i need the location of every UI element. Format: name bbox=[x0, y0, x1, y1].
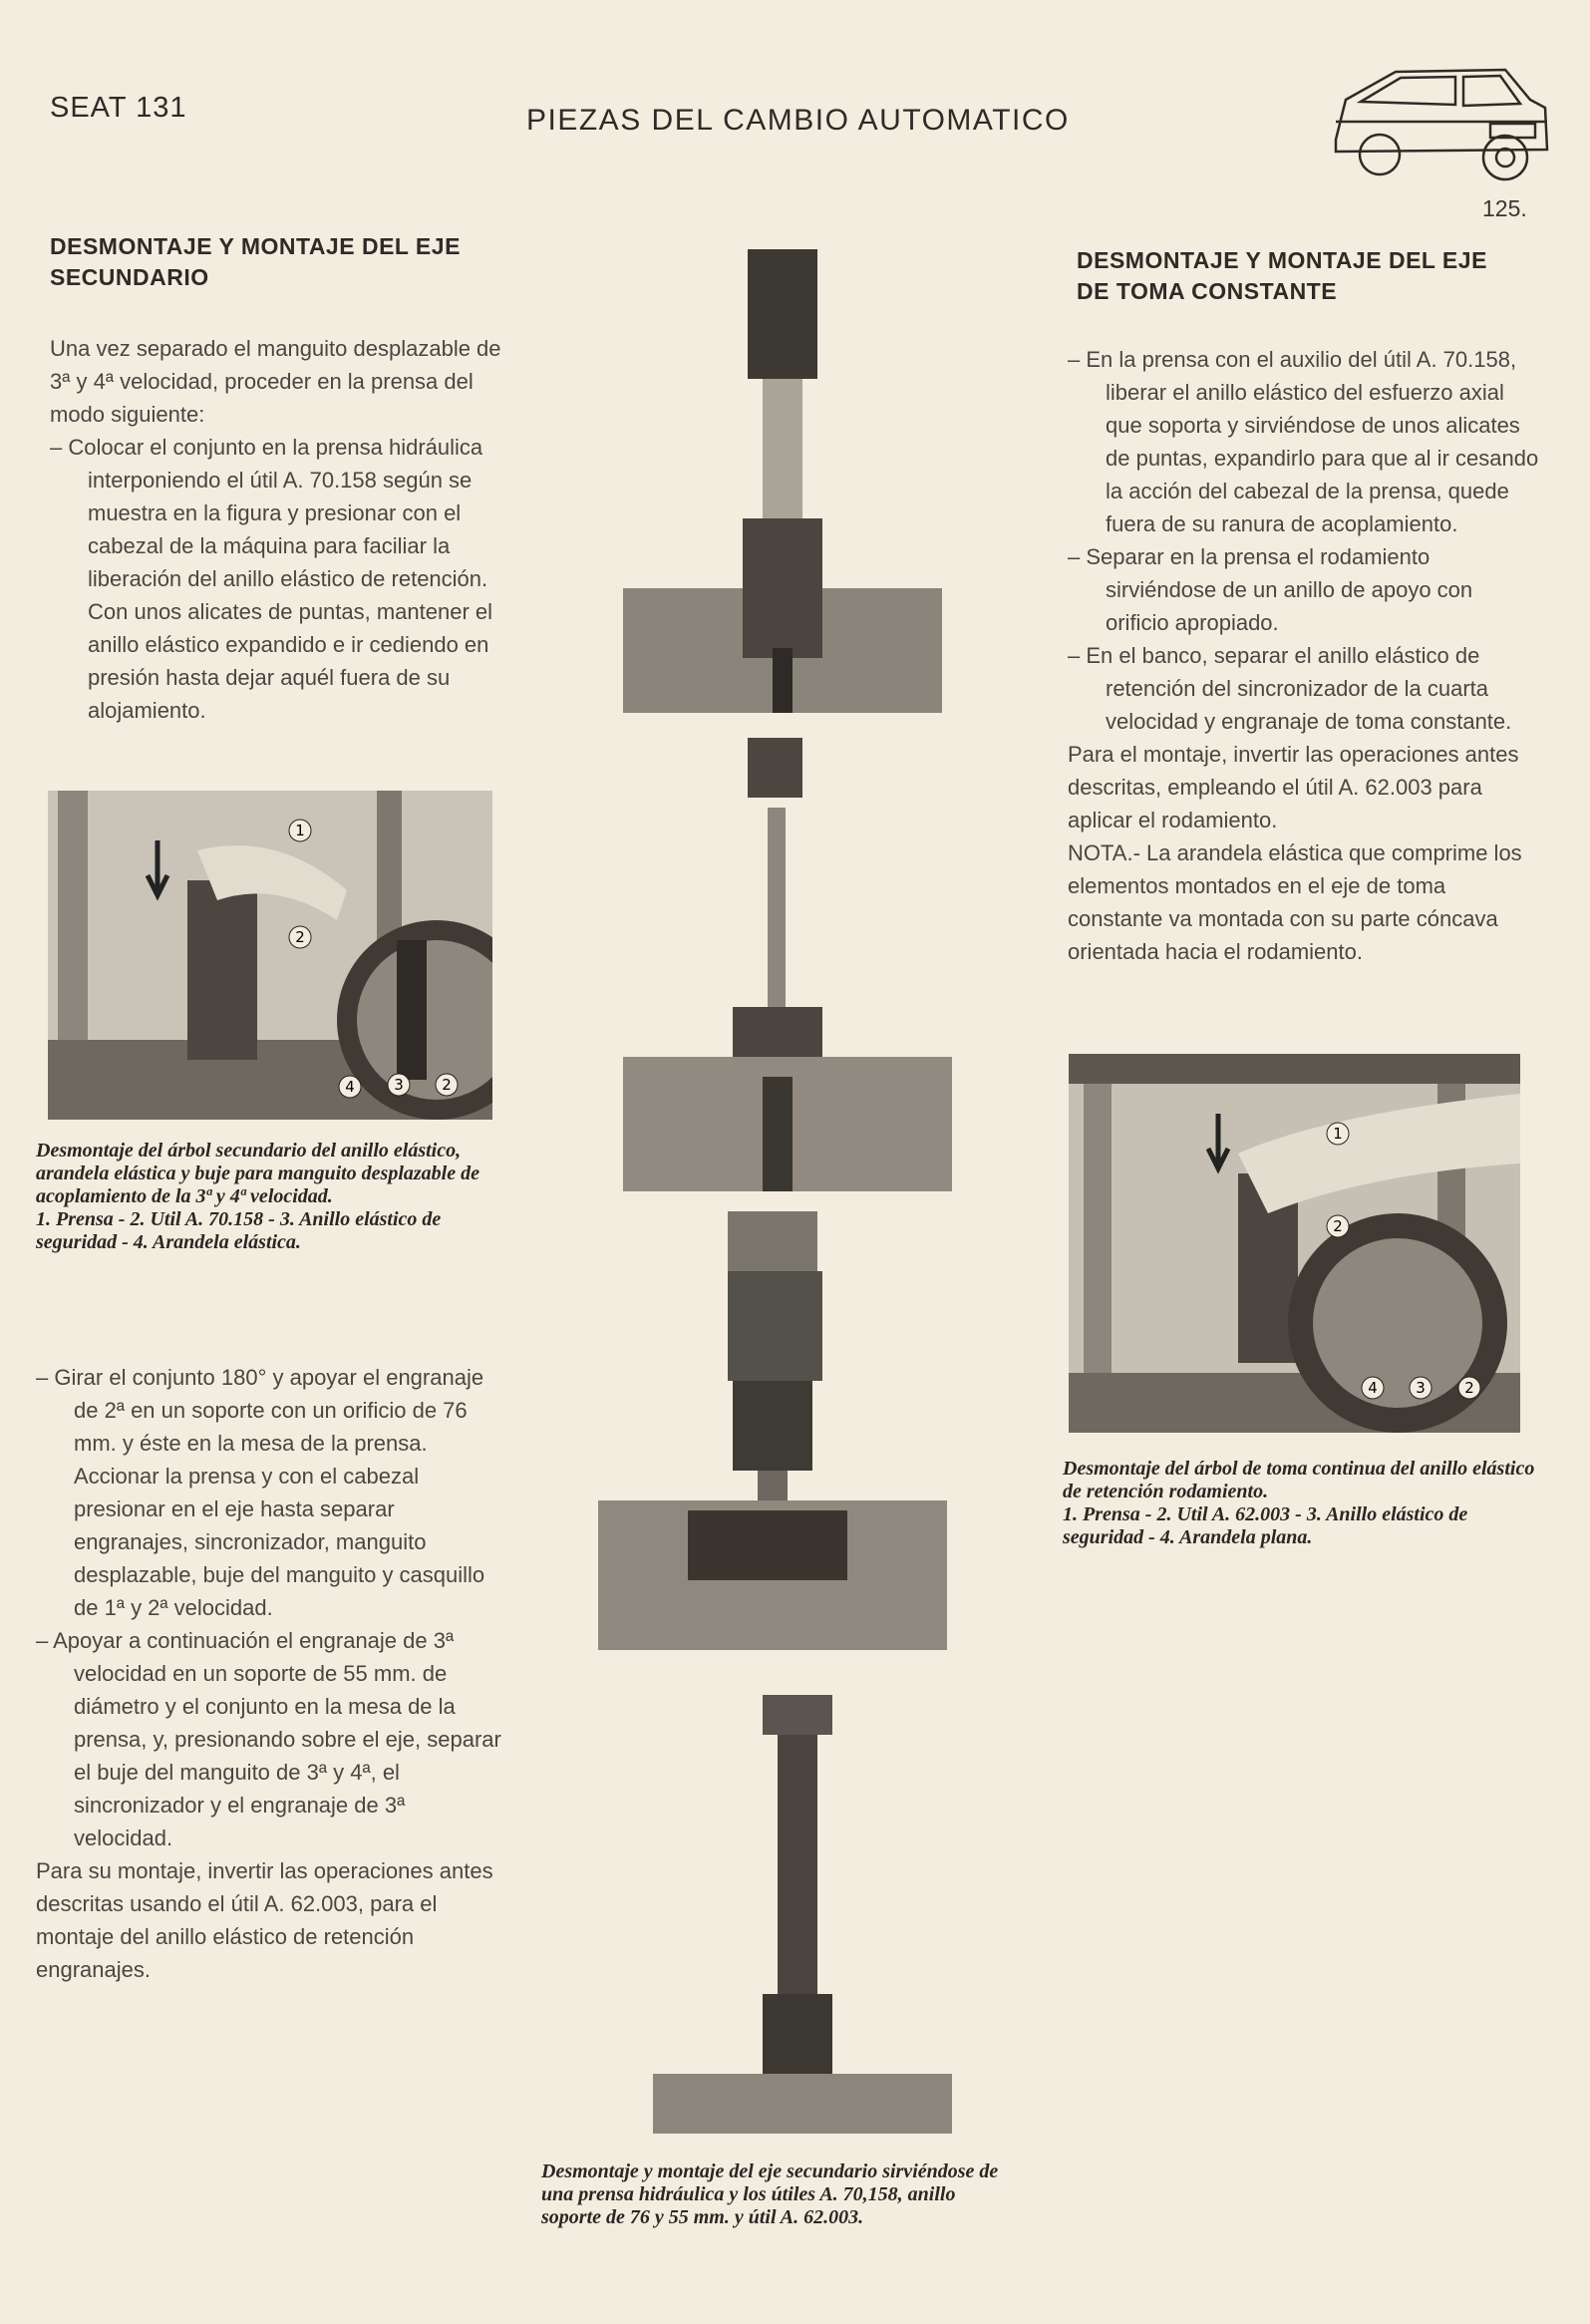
step-paragraph: – Girar el conjunto 180° y apoyar el engranaje de 2ª en un soporte con un orificio de 76 mm. y éste en la mesa de la prensa. Accionar la prensa y con el cabezal presionar en el eje hasta separar engranajes, sincronizador, manguito desplazable, buje del manguito y casquillo de 1ª y 2ª velocidad. bbox=[36, 1365, 485, 1620]
callout-label: 1 bbox=[1333, 1125, 1343, 1143]
left-steps-text bbox=[36, 1361, 504, 1986]
callout-label: 4 bbox=[345, 1078, 355, 1096]
step-paragraph: – Apoyar a continuación el engranaje de 3ª velocidad en un soporte de 55 mm. de diámetro y el conjunto en la mesa de la prensa, y, presionando sobre el eje, separar el buje del manguito de 3ª y 4ª, el sincronizador y el engranaje de 3ª velocidad. bbox=[36, 1628, 501, 1850]
figure-press-step-1 bbox=[623, 249, 942, 713]
right-steps-text bbox=[1068, 343, 1541, 968]
header-model: SEAT 131 bbox=[50, 92, 187, 124]
callout-label: 2 bbox=[295, 928, 305, 946]
step-paragraph: – En la prensa con el auxilio del útil A. 70.158, liberar el anillo elástico del esfuerzo axial que soporta y sirviéndose de unos alicates de puntas, expandirlo para que al ir cesando la acción del cabezal de la prensa, quede fuera de su ranura de acoplamiento. bbox=[1068, 347, 1539, 536]
caption-left-figure bbox=[36, 1140, 504, 1254]
step-paragraph: – En el banco, separar el anillo elástico de retención del sincronizador de la cuarta velocidad y engranaje de toma constante. bbox=[1068, 643, 1512, 734]
page-title: PIEZAS DEL CAMBIO AUTOMATICO bbox=[526, 104, 1070, 137]
left-intro-text bbox=[50, 332, 518, 727]
caption-right-figure bbox=[1063, 1458, 1541, 1549]
caption-description: Desmontaje y montaje del eje secundario sirviéndose de una prensa hidráulica y los útiles A. 70,158, anillo soporte de 76 y 55 mm. y útil A. 62.003. bbox=[541, 2160, 999, 2228]
note-paragraph: NOTA.- La arandela elástica que comprime los elementos montados en el eje de toma constante va montada con su parte cóncava orientada hacia el rodamiento. bbox=[1068, 840, 1522, 964]
section-title-line: DESMONTAJE Y MONTAJE DEL EJE bbox=[1077, 247, 1487, 273]
callout-label: 2 bbox=[1464, 1379, 1474, 1397]
figure-press-step-2 bbox=[623, 738, 952, 1191]
section-title-constant-shaft bbox=[1077, 245, 1565, 307]
caption-description: Desmontaje del árbol de toma continua del anillo elástico de retención rodamiento. bbox=[1063, 1458, 1535, 1502]
caption-legend: 1. Prensa - 2. Util A. 70.158 - 3. Anillo elástico de seguridad - 4. Arandela elástica. bbox=[36, 1208, 442, 1253]
step-paragraph: – Separar en la prensa el rodamiento sirviéndose de un anillo de apoyo con orificio apropiado. bbox=[1068, 544, 1473, 635]
section-title-line: DE TOMA CONSTANTE bbox=[1077, 278, 1338, 304]
closing-paragraph: Para el montaje, invertir las operaciones antes descritas, empleando el útil A. 62.003 para aplicar el rodamiento. bbox=[1068, 742, 1519, 832]
callout-label: 2 bbox=[442, 1076, 452, 1094]
caption-description: Desmontaje del árbol secundario del anillo elástico, arandela elástica y buje para manguito desplazable de acoplamiento de la 3ª y 4ª velocidad. bbox=[36, 1140, 479, 1207]
figure-press-step-3 bbox=[598, 1211, 947, 1650]
caption-legend: 1. Prensa - 2. Util A. 62.003 - 3. Anillo elástico de seguridad - 4. Arandela plana. bbox=[1063, 1503, 1468, 1548]
page-number: 125. bbox=[1482, 195, 1527, 221]
callout-label: 3 bbox=[1416, 1379, 1426, 1397]
caption-middle-figure bbox=[541, 2160, 1010, 2229]
figure-secondary-shaft-press bbox=[48, 791, 492, 1120]
callout-label: 3 bbox=[394, 1076, 404, 1094]
callout-label: 2 bbox=[1333, 1217, 1343, 1235]
section-title-line: DESMONTAJE Y MONTAJE DEL EJE bbox=[50, 233, 461, 259]
figure-constant-shaft-press bbox=[1069, 1054, 1520, 1433]
intro-paragraph: Una vez separado el manguito desplazable de 3ª y 4ª velocidad, proceder en la prensa del modo siguiente: bbox=[50, 336, 501, 427]
step-paragraph: – Colocar el conjunto en la prensa hidráulica interponiendo el útil A. 70.158 según se muestra en la figura y presionar con el cabezal de la máquina para faciliar la liberación del anillo elástico de retención. Con unos alicates de puntas, mantener el anillo elástico expandido e ir cediendo en presión hasta dejar aquél fuera de su alojamiento. bbox=[50, 435, 493, 723]
closing-paragraph: Para su montaje, invertir las operaciones antes descritas usando el útil A. 62.003, para el montaje del anillo elástico de retención engranajes. bbox=[36, 1858, 493, 1982]
section-title-line: SECUNDARIO bbox=[50, 264, 209, 290]
callout-label: 4 bbox=[1368, 1379, 1378, 1397]
section-title-secondary-shaft bbox=[50, 231, 528, 293]
callout-label: 1 bbox=[295, 822, 305, 839]
figure-press-step-4 bbox=[653, 1695, 952, 2134]
car-illustration bbox=[1316, 60, 1565, 189]
